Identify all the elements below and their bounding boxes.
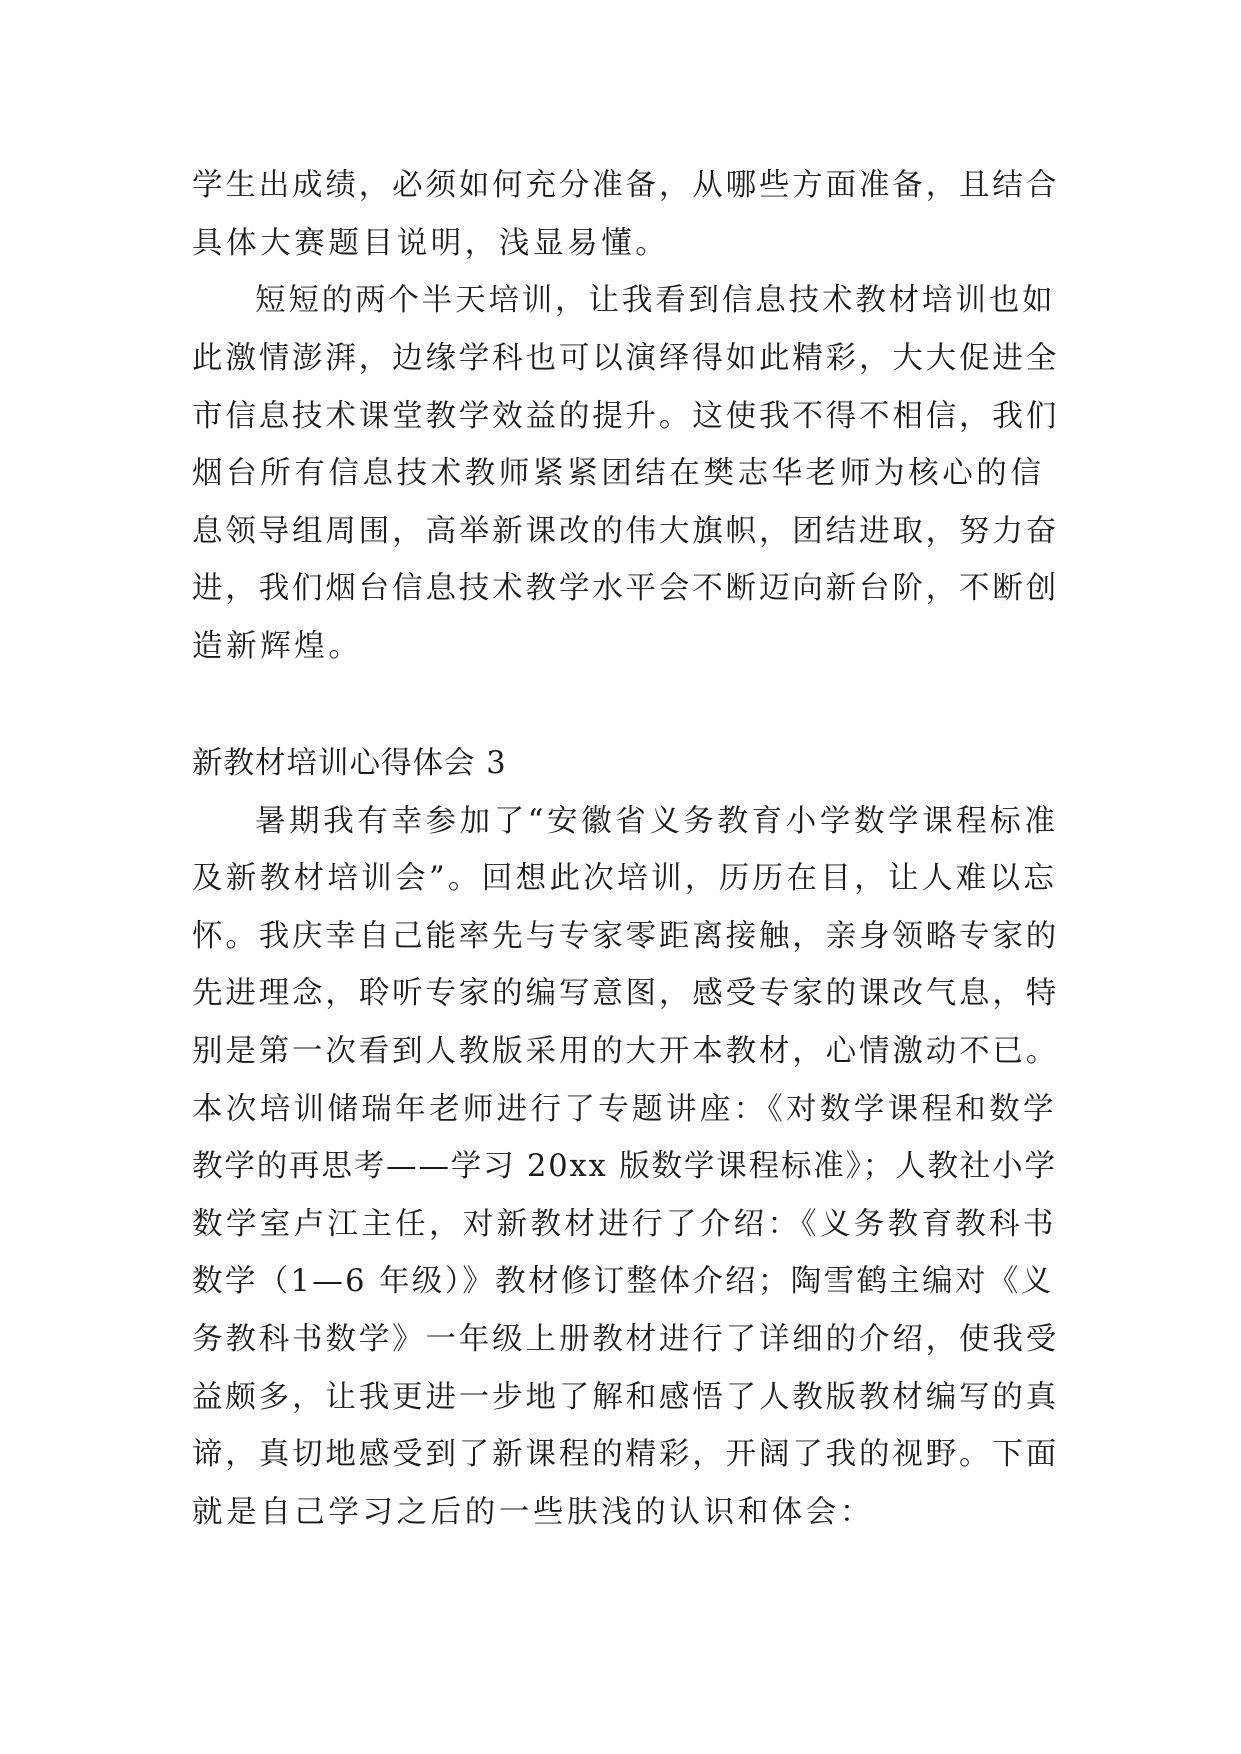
paragraph-line: 益颇多，让我更进一步地了解和感悟了人教版教材编写的真	[192, 1380, 1060, 1415]
paragraph-line: 具体大赛题目说明，浅显易懂。	[192, 226, 670, 261]
paragraph-line: 暑期我有幸参加了“安徽省义务教育小学数学课程标准	[255, 804, 1059, 839]
paragraph-line: 息领导组周围，高举新课改的伟大旗帜，团结进取，努力奋	[192, 514, 1060, 549]
paragraph-line: 造新辉煌。	[192, 629, 363, 664]
paragraph-line: 谛，真切地感受到了新课程的精彩，开阔了我的视野。下面	[192, 1437, 1060, 1472]
paragraph-line: 先进理念，聆听专家的编写意图，感受专家的课改气息，特	[192, 976, 1060, 1011]
paragraph-line: 务教科书数学》一年级上册教材进行了详细的介绍，使我受	[192, 1322, 1060, 1357]
paragraph-line: 怀。我庆幸自己能率先与专家零距离接触，亲身领略专家的	[192, 919, 1060, 954]
paragraph-line: 及新教材培训会”。回想此次培训，历历在目，让人难以忘	[192, 861, 1058, 896]
section-heading: 新教材培训心得体会 3	[192, 746, 507, 781]
paragraph-line: 数学室卢江主任，对新教材进行了介绍：《义务教育教科书	[192, 1207, 1057, 1242]
paragraph-line: 别是第一次看到人教版采用的大开本教材，心情激动不已。	[192, 1034, 1060, 1069]
paragraph-line: 就是自己学习之后的一些肤浅的认识和体会：	[192, 1495, 874, 1530]
paragraph-line: 此激情澎湃，边缘学科也可以演绎得如此精彩，大大促进全	[192, 341, 1060, 376]
paragraph-line: 学生出成绩，必须如何充分准备，从哪些方面准备，且结合	[192, 168, 1060, 203]
paragraph-line: 数学（1—6 年级）》教材修订整体介绍；陶雪鹤主编对《义	[192, 1264, 1054, 1299]
paragraph-line: 市信息技术课堂教学效益的提升。这使我不得不相信，我们	[192, 399, 1060, 434]
paragraph-line: 教学的再思考——学习 20xx 版数学课程标准》；人教社小学	[192, 1149, 1057, 1184]
paragraph-line: 烟台所有信息技术教师紧紧团结在樊志华老师为核心的信	[192, 456, 1045, 491]
paragraph-line: 本次培训储瑞年老师进行了专题讲座：《对数学课程和数学	[192, 1092, 1057, 1127]
paragraph-line: 短短的两个半天培训，让我看到信息技术教材培训也如	[255, 283, 1056, 318]
paragraph-line: 进，我们烟台信息技术教学水平会不断迈向新台阶，不断创	[192, 571, 1060, 606]
